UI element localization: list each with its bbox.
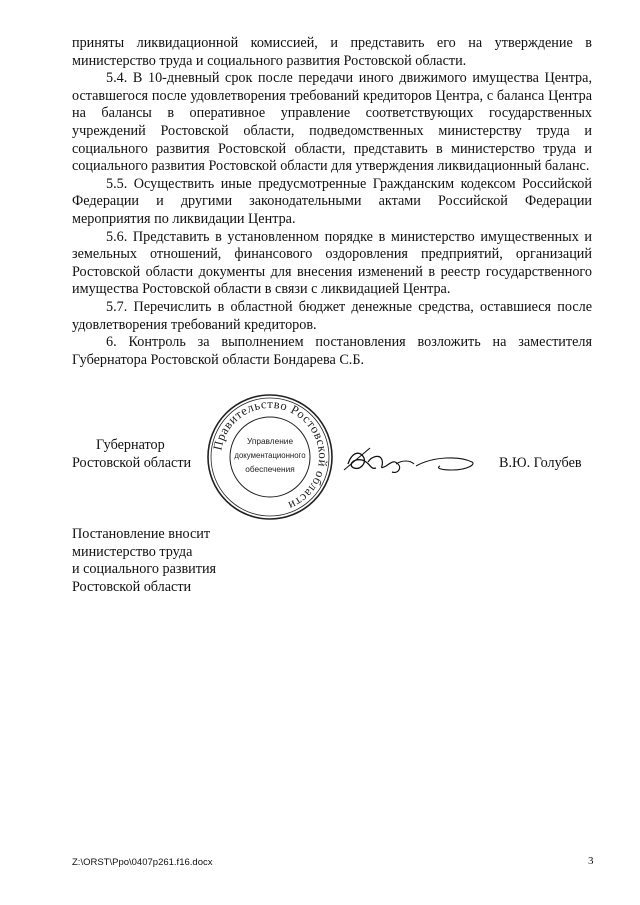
signatory-name: В.Ю. Голубев bbox=[499, 455, 582, 471]
introduced-by-line3: и социального развития bbox=[72, 561, 217, 578]
paragraph-6: 6. Контроль за выполнением постановления возложить на заместителя Губернатора Ростовской области Бондарева С.Б. bbox=[72, 334, 592, 368]
introduced-by-line1: Постановление вносит bbox=[72, 526, 211, 542]
introduced-by-line2: министерство труда bbox=[72, 543, 193, 560]
document-body bbox=[72, 35, 592, 369]
stamp-inner-line2: документационного bbox=[234, 451, 306, 460]
page-number: 3 bbox=[588, 855, 594, 867]
paragraph-5-6: 5.6. Представить в установленном порядке в министерство имущественных и земельных отношений, финансового оздоровления предприятий, организаций Ростовской области документы для внесения изменений в реестр государственного имущества Ростовской области в связи с ликвидацией Центра. bbox=[72, 228, 592, 298]
signatory-title bbox=[72, 437, 191, 472]
introduced-by-line4: Ростовской области bbox=[72, 578, 192, 595]
signatory-title-line1: Губернатор bbox=[96, 437, 165, 453]
paragraph-5-4: 5.4. В 10-дневный срок после передачи иного движимого имущества Центра, оставшегося после удовлетворения требований кредиторов Центра, с баланса Центра на балансы в оперативное управление соответствующих государственных учреждений Ростовской области, подведомственных министерству труда и социального развития Ростовской области, представить в министерство труда и социального развития Ростовской области для утверждения ликвидационный баланс. bbox=[72, 70, 592, 175]
paragraph-5-7: 5.7. Перечислить в областной бюджет денежные средства, оставшиеся после удовлетворения требований кредиторов. bbox=[72, 298, 592, 333]
paragraph-5-5: 5.5. Осуществить иные предусмотренные Гражданским кодексом Российской Федерации и другими законодательными актами Российской Федерации мероприятия по ликвидации Центра. bbox=[72, 175, 592, 227]
paragraph-continuation: приняты ликвидационной комиссией, и представить его на утверждение в министерство труда и социального развития Ростовской области. bbox=[72, 35, 592, 69]
stamp-inner-line1: Управление bbox=[246, 436, 294, 446]
handwritten-signature bbox=[340, 440, 480, 480]
signatory-title-line2: Ростовской области bbox=[72, 454, 192, 471]
official-stamp bbox=[205, 392, 335, 522]
introduced-by-block bbox=[72, 526, 216, 596]
stamp-inner-line3: обеспечения bbox=[245, 464, 295, 474]
stamp-ring-text: Правительство Ростовской области bbox=[210, 396, 331, 514]
footer-file-path: Z:\ORST\Ppo\0407p261.f16.docx bbox=[72, 857, 213, 868]
